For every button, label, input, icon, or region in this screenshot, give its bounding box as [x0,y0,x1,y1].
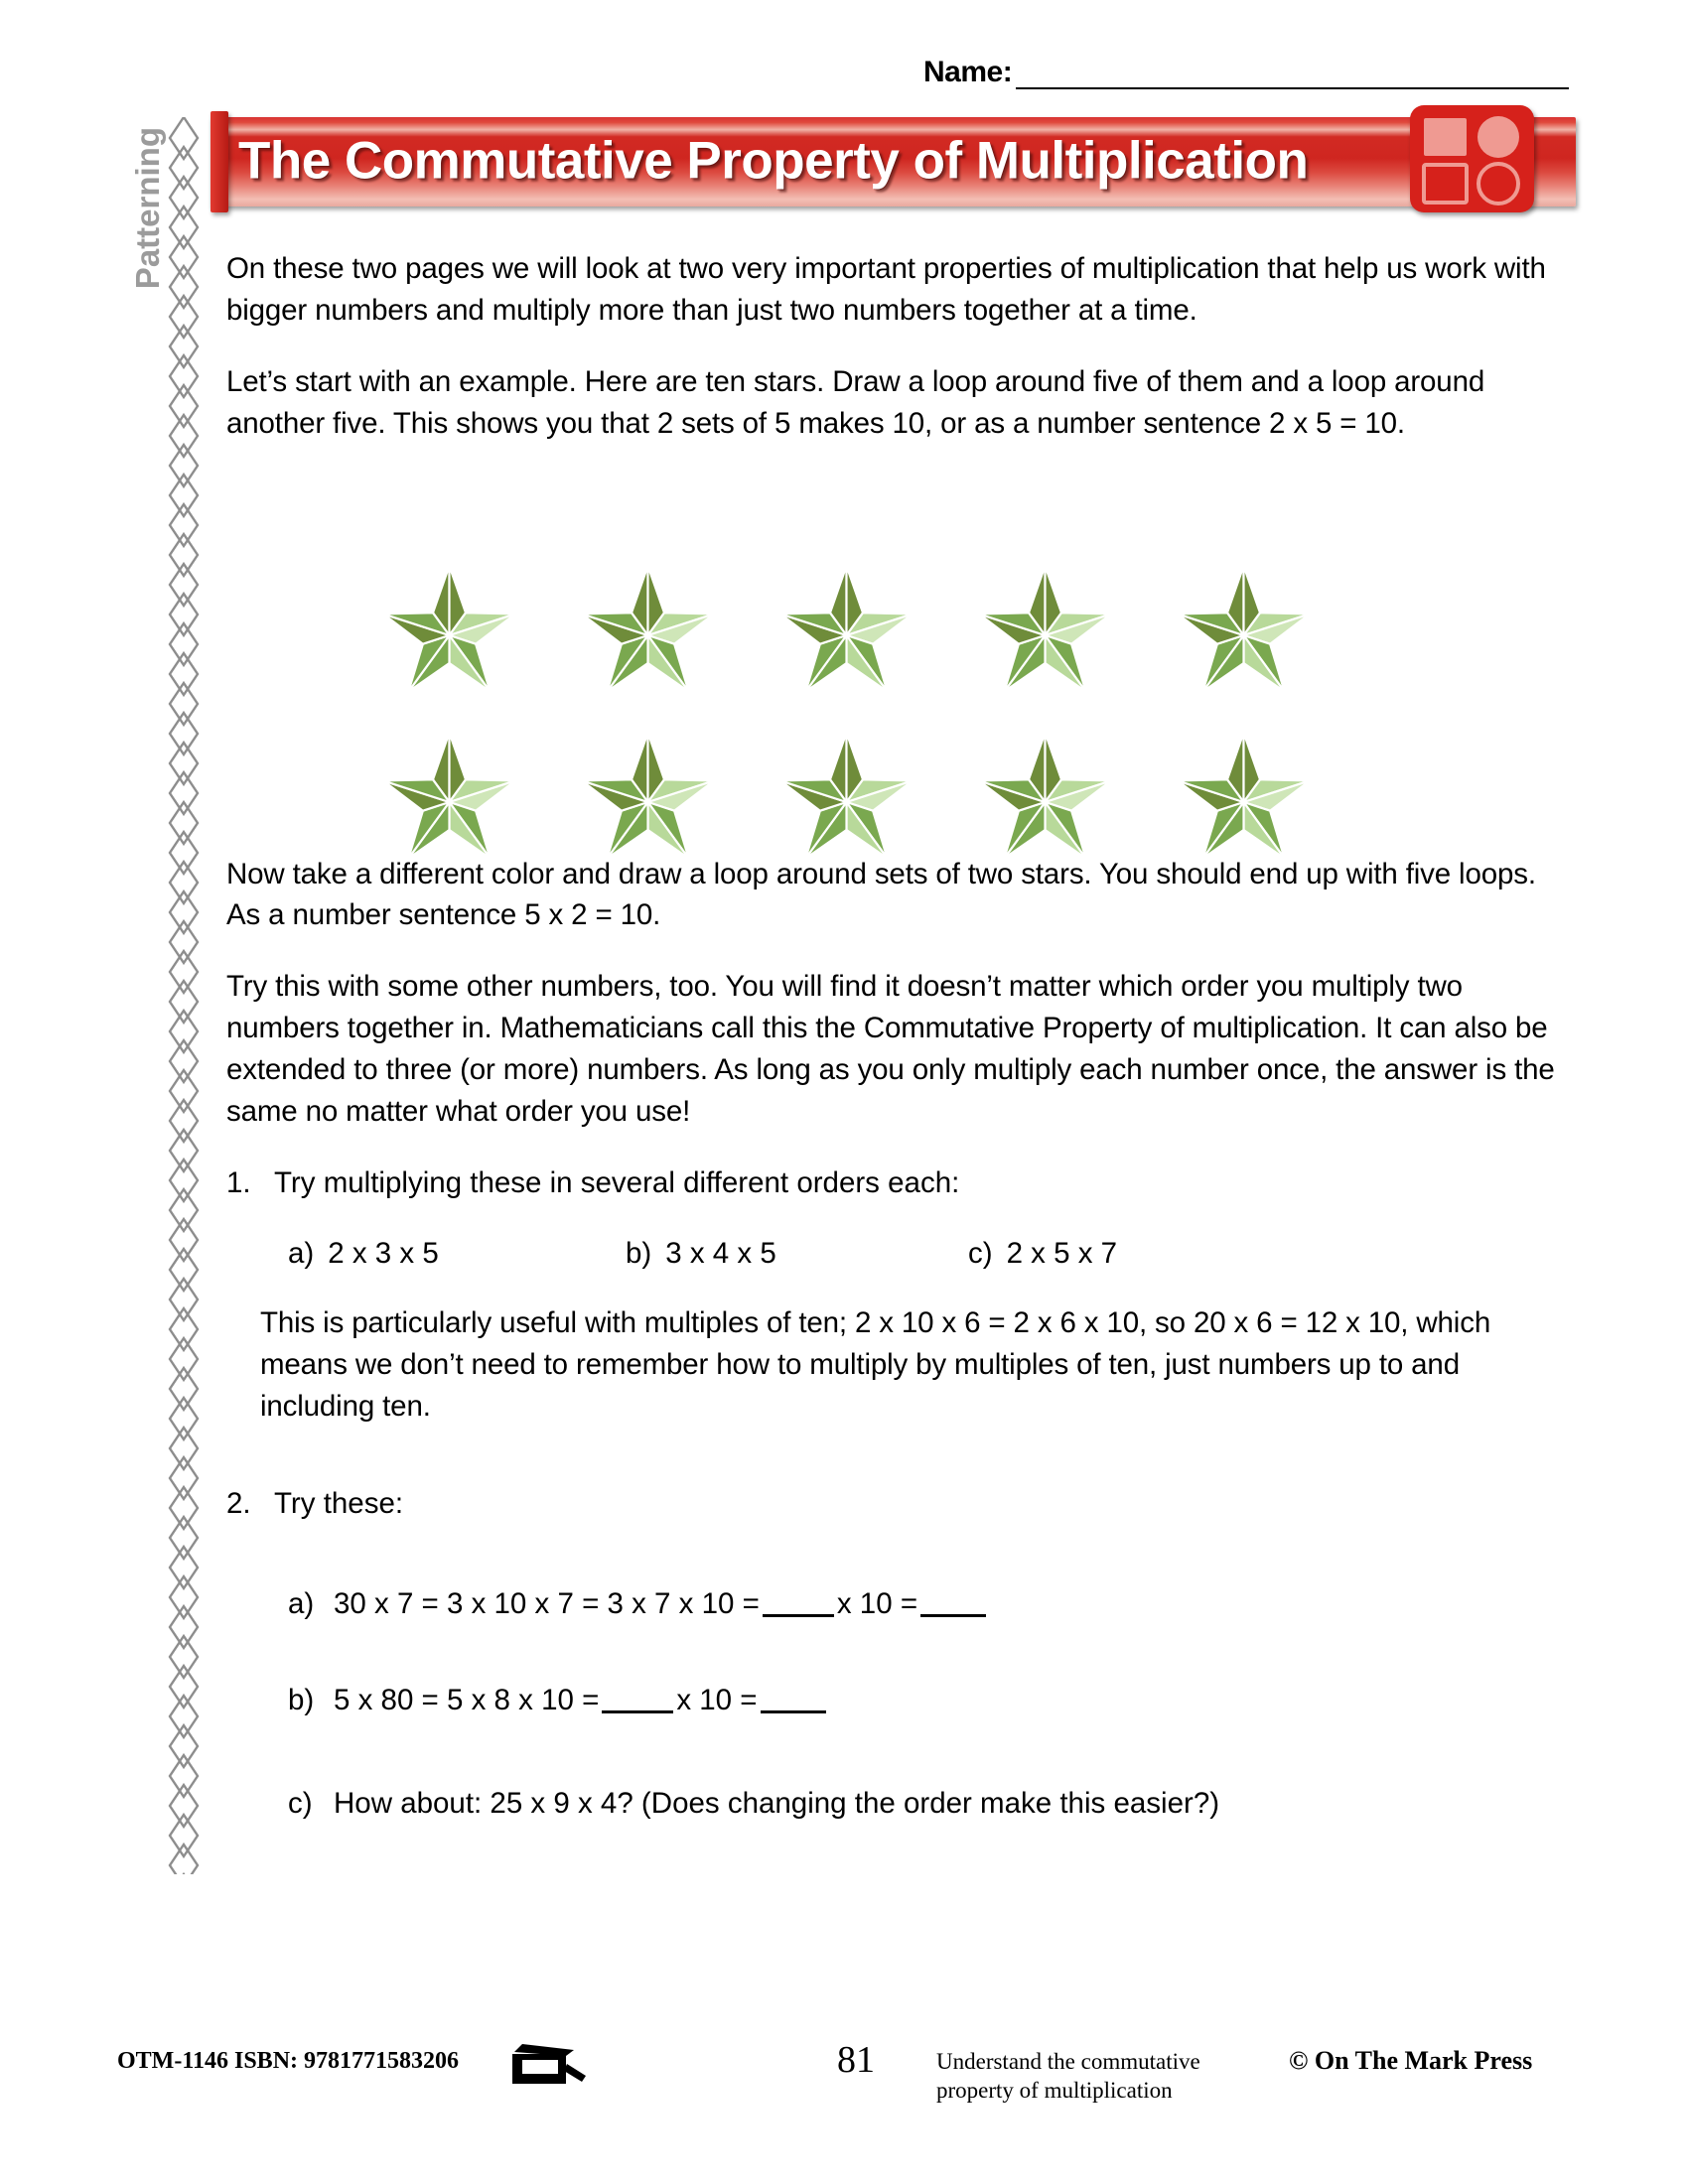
item-2c-text: How about: 25 x 9 x 4? (Does changing the order make this easier?) [334,1786,1220,1820]
question-1-item-b[interactable] [626,1237,968,1271]
star-icon [377,566,521,705]
item-2a-middle: x 10 = [836,1586,918,1620]
question-1-number: 1. [226,1165,251,1199]
footer-copyright: © On The Mark Press [1289,2046,1533,2075]
name-write-line[interactable] [1016,62,1569,89]
item-2b-blank-1[interactable] [602,1710,673,1713]
page-title: The Commutative Property of Multiplication [238,131,1309,191]
item-b-label: b) [626,1237,652,1271]
question-2-item-c[interactable] [226,1783,1569,1824]
star-icon [576,733,720,872]
star-row-1 [377,566,1370,705]
item-a-expression: 2 x 3 x 5 [328,1237,439,1271]
banner-left-cap [211,111,228,212]
middle-paragraph-3: Now take a different color and draw a loop around sets of two stars. You should end up with five loops. As a number sentence 5 x 2 = 10. [226,857,1536,932]
star-icon [1172,566,1316,705]
star-icon [973,566,1117,705]
question-1-items [226,1237,1569,1271]
question-2-prompt-row [226,1483,1569,1524]
stars-illustration [377,566,1370,899]
footer-product-code: OTM-1146 ISBN: 9781771583206 [117,2048,460,2074]
star-icon [377,733,521,872]
item-2b-label: b) [288,1684,315,1717]
item-c-expression: 2 x 5 x 7 [1006,1237,1118,1271]
intro-paragraph-2: Let’s start with an example. Here are ten stars. Draw a loop around five of them and a loop around another five. This shows you that 2 sets of 5 makes 10, or as a number sentence 2 x 5 = 10. [226,364,1485,440]
item-2a-label: a) [288,1586,315,1620]
item-2a-before: 30 x 7 = 3 x 10 x 7 = 3 x 7 x 10 = [334,1586,760,1620]
item-b-expression: 3 x 4 x 5 [665,1237,776,1271]
question-1-item-a[interactable] [288,1237,626,1271]
question-2-item-a[interactable] [226,1583,1569,1624]
star-row-2 [377,733,1370,872]
question-2-prompt: Try these: [274,1486,404,1520]
worksheet-body [226,248,1569,1824]
item-c-label: c) [968,1237,993,1271]
question-2 [226,1483,1569,1824]
diamond-chain-icon [167,117,201,1874]
footer-objective: Understand the commutative property of multiplication [936,2049,1200,2103]
side-tab-label: Patterning [129,127,166,290]
question-1-item-c[interactable] [968,1237,1266,1271]
item-2a-blank-2[interactable] [920,1614,986,1617]
item-2b-before: 5 x 80 = 5 x 8 x 10 = [334,1684,600,1717]
item-2b-blank-2[interactable] [761,1710,826,1713]
book-stack-icon [504,2040,594,2092]
star-icon [576,566,720,705]
item-2a-blank-1[interactable] [763,1614,834,1617]
name-field-row [923,58,1569,89]
star-icon [774,566,918,705]
title-banner [211,117,1576,206]
question-2-item-b[interactable] [226,1680,1569,1720]
page-footer [117,2040,1577,2129]
page-number: 81 [837,2039,875,2081]
intro-paragraph-1: On these two pages we will look at two very important properties of multiplication that help us work with bigger numbers and multiply more than just two numbers together at a time. [226,252,1546,327]
question-1-prompt-row [226,1162,1569,1203]
question-1-prompt: Try multiplying these in several different orders each: [274,1165,960,1199]
item-2a-text [334,1583,989,1624]
star-icon [973,733,1117,872]
shapes-grid-icon [1410,105,1534,212]
name-label: Name: [923,56,1013,88]
item-2b-text [334,1680,829,1720]
question-1-note: This is particularly useful with multiples of ten; 2 x 10 x 6 = 2 x 6 x 10, so 20 x 6 = 12 x 10, which means we don’t need to remember how to multiply by multiples of ten, just numbers up to and including ten. [260,1306,1491,1423]
question-2-number: 2. [226,1486,251,1520]
star-icon [1172,733,1316,872]
side-tab-patterning [125,127,171,415]
diamond-chain-border [167,117,201,1874]
middle-paragraph-4: Try this with some other numbers, too. You will find it doesn’t matter which order you multiply two numbers together in. Mathematicians call this the Commutative Property of multiplication. It can also be extended to three (or more) numbers. As long as you only multiply each number once, the answer is the same no matter what order you use! [226,970,1555,1128]
item-2b-middle: x 10 = [676,1684,758,1717]
item-2c-label: c) [288,1786,313,1820]
question-1 [226,1162,1569,1428]
star-icon [774,733,918,872]
item-a-label: a) [288,1237,315,1271]
